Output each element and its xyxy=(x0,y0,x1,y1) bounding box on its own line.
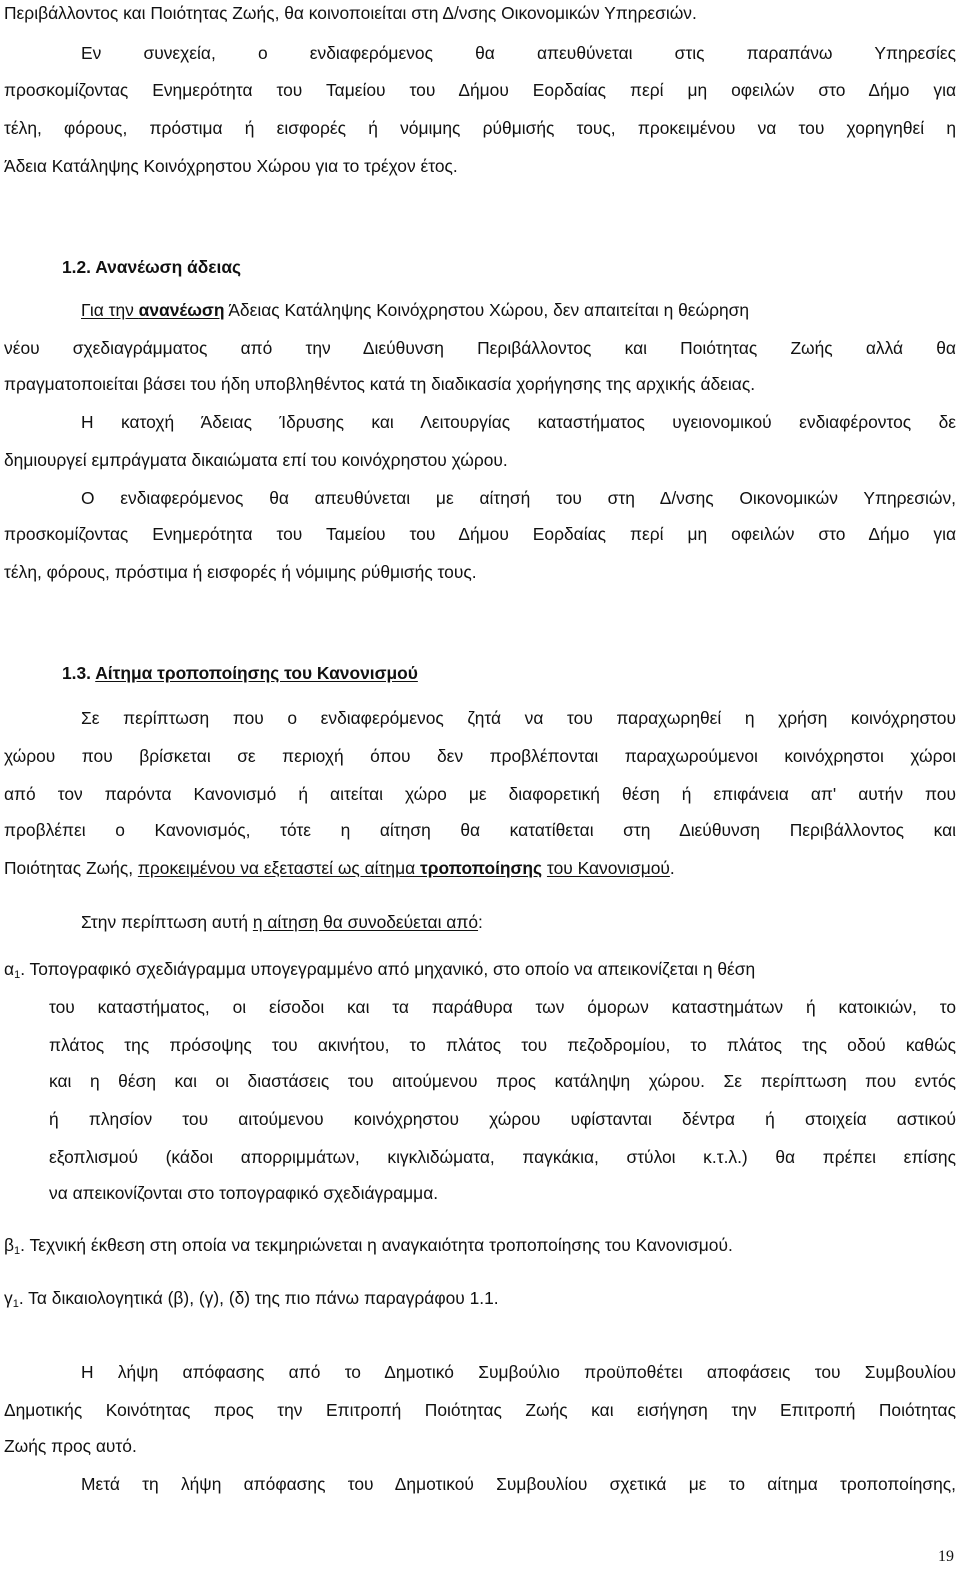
list-label-subscript: 1 xyxy=(14,969,21,981)
list-item-g1 xyxy=(4,1287,956,1315)
paragraph-line: δημιουργεί εμπράγματα δικαιώματα επί του κοινόχρηστου χώρου. xyxy=(4,450,508,470)
list-text: . Τα δικαιολογητικά (β), (γ), (δ) της πιο πάνω παραγράφου 1.1. xyxy=(18,1288,499,1308)
paragraph-line: τέλη, φόρους, πρόστιμα ή εισφορές ή νόμιμης ρύθμισής τους. xyxy=(4,562,477,582)
paragraph-line: τέλη, φόρους, πρόστιμα ή εισφορές ή νόμιμης ρύθμισής τους, προκειμένου να του χορηγηθεί η xyxy=(4,118,956,138)
list-item-b1 xyxy=(4,1234,956,1262)
list-label: γ xyxy=(4,1288,13,1308)
paragraph-line: Άδεια Κατάληψης Κοινόχρηστου Χώρου για το τρέχον έτος. xyxy=(4,156,458,176)
list-label: α xyxy=(4,959,15,979)
underlined-run: η αίτηση θα συνοδεύεται από xyxy=(252,912,479,932)
paragraph-line: και η θέση και οι διαστάσεις του αιτούμενου προς κατάληψη χώρου. Σε περίπτωση που εντός xyxy=(49,1071,956,1091)
underlined-run: του Κανονισμού xyxy=(546,858,670,878)
paragraph-line: Ζωής προς αυτό. xyxy=(4,1436,137,1456)
paragraph-line: προσκομίζοντας Ενημερότητα του Ταμείου του Δήμου Εορδαίας περί μη οφειλών στο Δήμο για xyxy=(4,80,956,100)
section-heading-1-2: 1.2. Ανανέωση άδειας xyxy=(62,257,242,277)
paragraph-line: πραγματοποιείται βάσει του ήδη υποβληθέντος κατά τη διαδικασία χορήγησης της αρχικής άδειας. xyxy=(4,374,756,394)
paragraph-line: του καταστήματος, οι είσοδοι και τα παράθυρα των όμορων καταστημάτων ή κατοικιών, το xyxy=(49,997,956,1017)
renewal-bold: ανανέωση xyxy=(138,300,225,320)
text-run: Στην περίπτωση αυτή xyxy=(81,912,253,932)
paragraph-line: Η κατοχή Άδειας Ίδρυσης και Λειτουργίας καταστήματος υγειονομικού ενδιαφέροντος δε xyxy=(81,412,956,432)
paragraph-line: προβλέπει ο Κανονισμός, τότε η αίτηση θα κατατίθεται στη Διεύθυνση Περιβάλλοντος και xyxy=(4,820,956,840)
paragraph-line: Η λήψη απόφασης από το Δημοτικό Συμβούλιο προϋποθέτει αποφάσεις του Συμβουλίου xyxy=(81,1362,956,1382)
paragraph-line: Σε περίπτωση που ο ενδιαφερόμενος ζητά να του παραχωρηθεί η χρήση κοινόχρηστου xyxy=(81,708,956,728)
paragraph-line: προσκομίζοντας Ενημερότητα του Ταμείου του Δήμου Εορδαίας περί μη οφειλών στο Δήμο για xyxy=(4,524,956,544)
paragraph-line xyxy=(81,299,956,321)
heading-title: Αίτημα τροποποίησης του Κανονισμού xyxy=(95,663,418,683)
text-run: : xyxy=(478,912,483,932)
heading-number: 1.3. xyxy=(62,663,96,683)
paragraph-line xyxy=(4,857,956,879)
paragraph-line xyxy=(81,911,956,933)
paragraph-line: από τον παρόντα Κανονισμό ή αιτείται χώρο με διαφορετική θέση ή επιφάνεια απ' αυτήν που xyxy=(4,784,956,804)
list-label-subscript: 1 xyxy=(14,1245,21,1257)
paragraph-line: χώρου που βρίσκεται σε περιοχή όπου δεν προβλέπονται παραχωρούμενοι κοινόχρηστοι χώροι xyxy=(4,746,956,766)
paragraph-line: Εν συνεχεία, ο ενδιαφερόμενος θα απευθύνεται στις παραπάνω Υπηρεσίες xyxy=(81,43,956,63)
list-label-subscript: 1 xyxy=(12,1298,19,1310)
list-text: . Τεχνική έκθεση στη οποία να τεκμηριώνεται η αναγκαιότητα τροποποίησης του Κανονισμού. xyxy=(20,1235,733,1255)
underlined-run: προκειμένου να εξεταστεί ως αίτημα xyxy=(137,858,420,878)
list-label: β xyxy=(4,1235,15,1255)
paragraph-line: εξοπλισμού (κάδοι απορριμμάτων, κιγκλιδώματα, παγκάκια, στύλοι κ.τ.λ.) θα πρέπει επίσης xyxy=(49,1147,956,1167)
paragraph-line: Μετά τη λήψη απόφασης του Δημοτικού Συμβουλίου σχετικά με το αίτημα τροποποίησης, xyxy=(81,1474,956,1494)
paragraph-line: νέου σχεδιαγράμματος από την Διεύθυνση Περιβάλλοντος και Ποιότητας Ζωής αλλά θα xyxy=(4,338,956,358)
renewal-lead xyxy=(81,300,224,320)
paragraph-line: Ο ενδιαφερόμενος θα απευθύνεται με αίτησή του στη Δ/νσης Οικονομικών Υπηρεσιών, xyxy=(81,488,956,508)
renewal-rest: Άδειας Κατάληψης Κοινόχρηστου Χώρου, δεν απαιτείται η θεώρηση xyxy=(228,300,750,320)
bold-underlined-run: τροποποίησης xyxy=(420,858,543,878)
text-run: . xyxy=(669,858,675,878)
page-number: 19 xyxy=(938,1548,954,1565)
paragraph-line: πλάτος της πρόσοψης του ακινήτου, το πλάτος του πεζοδρομίου, το πλάτος της οδού καθώς xyxy=(49,1035,956,1055)
paragraph-line: Περιβάλλοντος και Ποιότητας Ζωής, θα κοινοποιείται στη Δ/νσης Οικονομικών Υπηρεσιών. xyxy=(4,3,697,23)
list-text: . Τοπογραφικό σχεδιάγραμμα υπογεγραμμένο από μηχανικό, στο οποίο να απεικονίζεται η θέση xyxy=(20,959,756,979)
section-heading-1-3 xyxy=(62,662,960,684)
paragraph-line: να απεικονίζονται στο τοπογραφικό σχεδιάγραμμα. xyxy=(49,1183,439,1203)
renewal-prefix: Για την xyxy=(81,300,139,320)
list-item-a1 xyxy=(4,958,956,986)
paragraph-line: Δημοτικής Κοινότητας προς την Επιτροπή Ποιότητας Ζωής και εισήγηση την Επιτροπή Ποιότητας xyxy=(4,1400,956,1420)
paragraph-line: ή πλησίον του αιτούμενου κοινόχρηστου χώρου υφίστανται δέντρα ή στοιχεία αστικού xyxy=(49,1109,956,1129)
text-run: Ποιότητας Ζωής, xyxy=(4,858,138,878)
